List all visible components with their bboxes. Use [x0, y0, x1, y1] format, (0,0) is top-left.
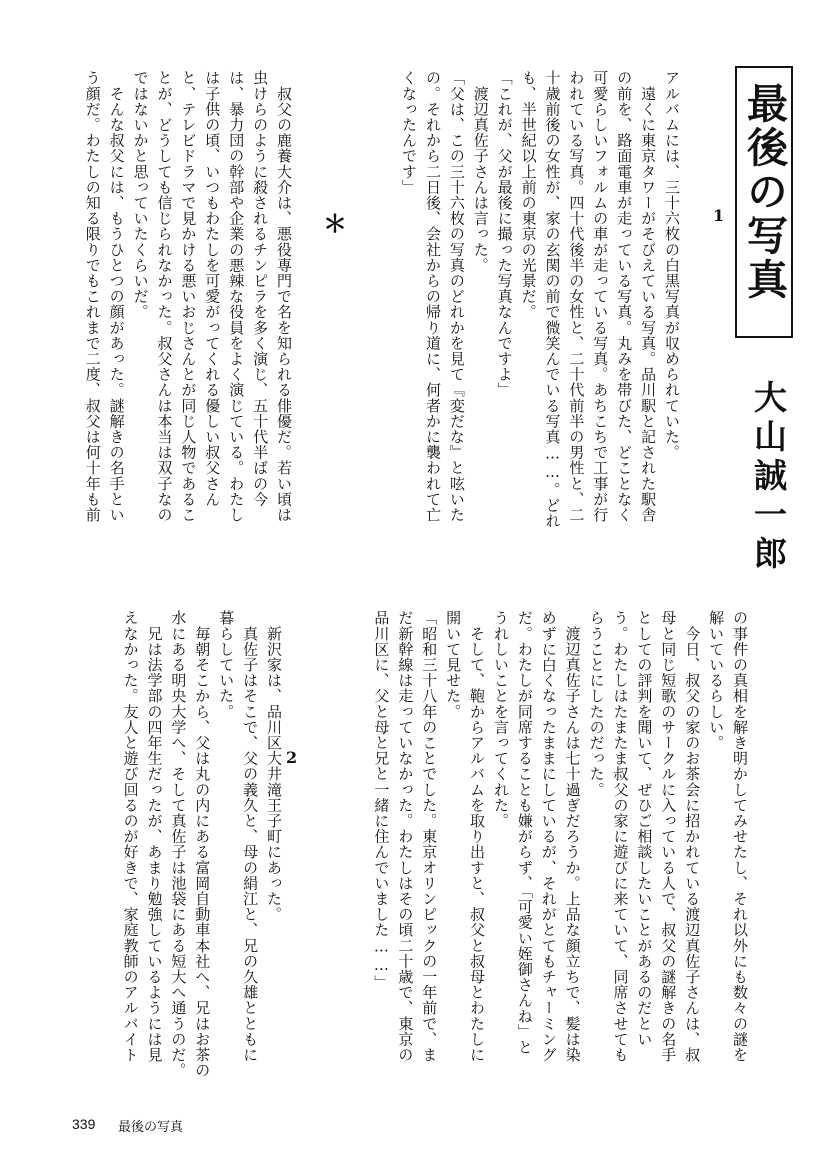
story-title: 最後の写真	[740, 82, 788, 302]
body-text-top-right: アルバムには、三十六枚の白黒写真が収められていた。 遠くに東京タワーがそびえている写真。品川駅と記された駅舎 の前を、路面電車が走っている写真。丸みを帯びた、どことなく 可愛らしいフォルムの車が走っている写真。あちこちで工事が行 われている写真。四十代後半の女性と、二十代前半の男性と、二 十歳前後の女性が、家の玄関の前で微笑んでいる写真……。どれ も、半世紀以上前の東京の光景だ。 「これが、父が最後に撮った写真なんですよ」 渡辺真佐子さんは言った。 「父は、この三十六枚の写真のどれかを見て『変だな』と呟いた の。それから二日後、会社からの帰り道に、何者かに襲われて亡 くなったんです」	[400, 70, 681, 529]
author-name: 大山誠一郎	[749, 380, 788, 575]
section-number-2: 2	[286, 748, 298, 767]
section-number-1: 1	[713, 206, 725, 225]
page-number: 339	[72, 1116, 96, 1132]
body-text-top-left: 叔父の鹿養大介は、悪役専門で名を知られる俳優だ。若い頃は 虫けらのように殺されるチンピラを多く演じ、五十代半ばの今 は、暴力団の幹部や企業の悪辣な役員をよく演じている。わたし は子供の頃、いつもわたしを可愛がってくれる優しい叔父さん と、テレビドラマで見かける悪いおじさんとが同じ人物であるこ とが、どうしても信じられなかった。叔父さんは本当は双子なの ではないかと思っていたくらいだ。 そんな叔父には、もうひとつの顔があった。謎解きの名手とい う顔だ。わたしの知る限りでもこれまで二度、叔父は何十年も前	[83, 70, 293, 523]
section-separator: ＊	[323, 210, 347, 238]
body-text-bottom-left: 新沢家は、品川区大井滝王子町にあった。 真佐子はそこで、父の義久と、母の絹江と、兄の久雄とともに 暮らしていた。 毎朝そこから、父は丸の内にある富岡自動車本社へ、兄はお茶の 水にある明央大学へ、そして真佐子は池袋にある短大へ通うのだ。 兄は法学部の四年生だったが、あまり勉強しているようには見 えなかった。友人と遊び回るのが好きで、家庭教師のアルバイト	[121, 610, 283, 1078]
body-text-bottom-right: の事件の真相を解き明かしてみせたし、それ以外にも数々の謎を 解いているらしい。 今日、叔父の家のお茶会に招かれている渡辺真佐子さんは、叔 母と同じ短歌のサークルに入っている人で、叔父の謎解きの名手 としての評判を聞いて、ぜひご相談したいことがあるのだとい う。わたしはたまたま叔父の家に遊びに来ていて、同席させても らうことにしたのだった。 渡辺真佐子さんは七十過ぎだろうか。上品な顔立ちで、髪は染 めずに白くなったままにしているが、それがとてもチャーミング だ。わたしが同席することも嫌がらず、「可愛い姪御さんね」と うれしいことを言ってくれた。 そして、鞄からアルバムを取り出すと、叔父と叔母とわたしに 開いて見せた。 「昭和三十八年のことでした。東京オリンピックの一年前で、ま だ新幹線は走っていなかった。わたしはその頃二十歳で、東京の 品川区に、父と母と兄と一緒に住んでいました……」	[372, 610, 749, 1063]
running-title: 最後の写真	[118, 1120, 184, 1135]
